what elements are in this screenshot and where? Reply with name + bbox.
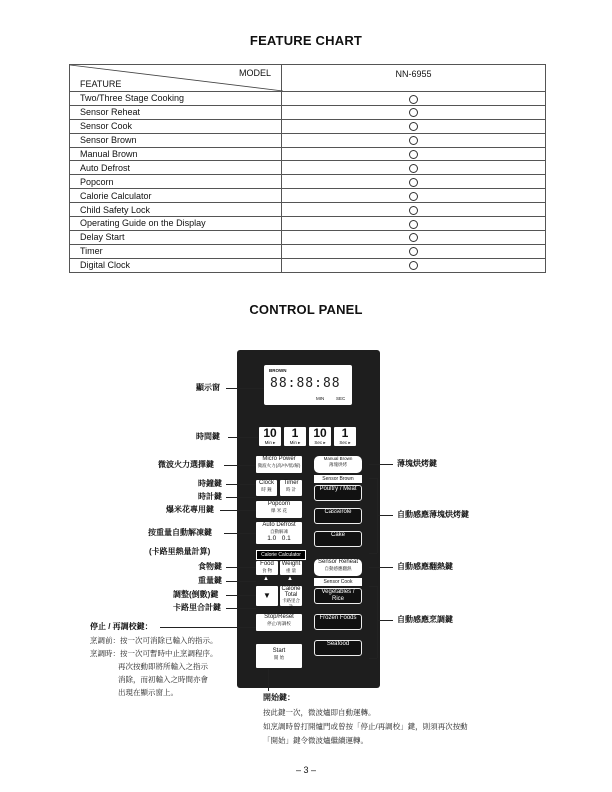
header-model-label: MODEL: [238, 68, 271, 78]
feature-name: Sensor Reheat: [70, 105, 282, 119]
calorie-callout: (卡路里熱量計算): [149, 547, 211, 556]
poultry-meat-label: Poultry / Meat: [319, 486, 357, 492]
auto-defrost-callout: 按重量自動解凍鍵: [148, 528, 212, 537]
defrost-value-1: 1.0: [267, 535, 277, 542]
table-row: [70, 105, 546, 119]
seafood-button[interactable]: [314, 640, 362, 656]
feature-name: Operating Guide on the Display: [70, 217, 282, 231]
time-value: 10: [313, 426, 327, 440]
start-note-3: 「開始」鍵令微波爐繼續運轉。: [263, 736, 368, 745]
time-unit: Min ▸: [289, 440, 301, 445]
food-callout: 食物鍵: [198, 562, 222, 571]
table-row: [70, 217, 546, 231]
calorie-calculator-header: Calorie Calculator: [256, 550, 306, 560]
feature-mark-cell: [282, 258, 546, 272]
display-sec: SEC: [336, 396, 346, 401]
feature-name: Auto Defrost: [70, 161, 282, 175]
manual-brown-sub: 薄塊烘烤: [329, 462, 347, 467]
sensor-cook-callout: 自動感應烹調鍵: [397, 615, 453, 624]
table-row: [70, 230, 546, 244]
micro-power-callout: 微波火力選擇鍵: [158, 460, 214, 469]
display-digits: 88:88:88: [270, 376, 341, 391]
auto-defrost-sub: 自動解凍: [270, 529, 288, 534]
circle-mark-icon: [409, 150, 418, 159]
feature-name: Delay Start: [70, 230, 282, 244]
poultry-meat-button[interactable]: [314, 485, 362, 501]
sensor-reheat-button[interactable]: [314, 559, 362, 576]
table-row: [70, 133, 546, 147]
feature-mark-cell: [282, 244, 546, 258]
control-panel-title: CONTROL PANEL: [249, 302, 363, 317]
feature-mark-cell: [282, 217, 546, 231]
manual-brown-button[interactable]: [314, 456, 362, 473]
auto-defrost-button[interactable]: [256, 522, 302, 544]
feature-name: Sensor Cook: [70, 119, 282, 133]
page-number: – 3 –: [295, 765, 317, 775]
calorie-total-button[interactable]: [280, 586, 302, 609]
circle-mark-icon: [409, 261, 418, 270]
weight-sub: 重 量: [285, 568, 297, 573]
clock-callout: 時鐘鍵: [198, 479, 222, 488]
vegetables-rice-button[interactable]: [314, 588, 362, 604]
micro-power-label: Micro Power: [262, 456, 296, 462]
start-note-1: 按此鍵一次，微波爐即自動運轉。: [263, 708, 376, 717]
time-unit: Sec ▸: [339, 440, 351, 445]
display-callout: 顯示窗: [196, 383, 220, 392]
time-unit: Min ▸: [264, 440, 276, 445]
time-button-10min[interactable]: [259, 427, 281, 446]
manual-brown-label: Manual Brown: [323, 456, 353, 461]
feature-name: Two/Three Stage Cooking: [70, 92, 282, 106]
circle-mark-icon: [409, 206, 418, 215]
circle-mark-icon: [409, 122, 418, 131]
weight-up-arrow-icon[interactable]: ▲: [287, 576, 293, 582]
circle-mark-icon: [409, 136, 418, 145]
start-callout: 開始鍵：: [263, 693, 295, 702]
time-button-1min[interactable]: [284, 427, 306, 446]
time-button-10sec[interactable]: [309, 427, 331, 446]
clock-button[interactable]: [256, 480, 277, 496]
stop-reset-callout: 停止 / 再調校鍵：: [90, 622, 153, 631]
seafood-label: Seafood: [326, 641, 350, 647]
stop-reset-label: Stop/Reset: [264, 614, 294, 620]
feature-mark-cell: [282, 203, 546, 217]
sensor-reheat-sub: 自動感應翻熱: [324, 566, 352, 571]
header-diagonal-cell: [70, 65, 282, 92]
timer-callout: 時計鍵: [198, 492, 222, 501]
frozen-foods-label: Frozen Foods: [319, 615, 357, 621]
weight-label: Weight: [281, 561, 301, 567]
display-brown-indicator: BROWN: [269, 368, 287, 373]
table-row: [70, 258, 546, 272]
stop-reset-button[interactable]: [256, 614, 302, 631]
feature-name: Digital Clock: [70, 258, 282, 272]
calorie-total-sub: 卡路里合計: [282, 598, 300, 609]
stop-note-2: 烹調時：按一次可暫時中止烹調程序。: [90, 649, 218, 658]
adjust-down-button[interactable]: [256, 586, 278, 606]
casserole-label: Casserole: [324, 509, 352, 515]
circle-mark-icon: [409, 108, 418, 117]
circle-mark-icon: [409, 178, 418, 187]
adjust-callout: 調整(倒數)鍵: [173, 590, 219, 599]
start-sub: 開 始: [273, 655, 285, 660]
feature-mark-cell: [282, 119, 546, 133]
timer-label: Timer: [283, 480, 299, 486]
feature-name: Calorie Calculator: [70, 189, 282, 203]
popcorn-button[interactable]: [256, 501, 302, 518]
feature-mark-cell: [282, 133, 546, 147]
food-label: Food: [260, 561, 274, 567]
feature-mark-cell: [282, 161, 546, 175]
time-callout: 時間鍵: [196, 432, 220, 441]
stop-note-5: 出現在顯示窗上。: [118, 688, 178, 697]
circle-mark-icon: [409, 164, 418, 173]
circle-mark-icon: [409, 247, 418, 256]
down-arrow-icon: ▼: [263, 591, 271, 600]
table-row: [70, 147, 546, 161]
clock-sub: 時 鐘: [261, 487, 272, 492]
start-label: Start: [272, 648, 286, 654]
sensor-cook-header: Sensor Cook: [314, 578, 362, 586]
feature-table: [69, 64, 546, 273]
micro-power-sub: 微波火力(高/中/低/解): [257, 463, 301, 468]
food-up-arrow-icon[interactable]: ▲: [263, 576, 269, 582]
feature-mark-cell: [282, 230, 546, 244]
table-row: [70, 175, 546, 189]
table-row: [70, 119, 546, 133]
popcorn-label: Popcorn: [267, 501, 291, 507]
table-row: [70, 161, 546, 175]
calorie-total-callout: 卡路里合計鍵: [173, 603, 221, 612]
control-panel: [237, 350, 380, 688]
feature-mark-cell: [282, 92, 546, 106]
circle-mark-icon: [409, 95, 418, 104]
calorie-total-label: Calorie Total: [281, 586, 301, 598]
header-feature-label: FEATURE: [80, 79, 122, 89]
circle-mark-icon: [409, 220, 418, 229]
food-sub: 食 物: [261, 568, 273, 573]
auto-defrost-label: Auto Defrost: [262, 522, 296, 528]
feature-name: Timer: [70, 244, 282, 258]
feature-name: Sensor Brown: [70, 133, 282, 147]
table-header-row: [70, 65, 546, 92]
popcorn-callout: 爆米花專用鍵: [166, 505, 214, 514]
model-name: NN-6955: [282, 65, 546, 92]
time-value: 10: [263, 426, 277, 440]
casserole-button[interactable]: [314, 508, 362, 524]
display-window: [264, 365, 352, 405]
weight-callout: 重量鍵: [198, 576, 222, 585]
time-value: 1: [291, 426, 299, 440]
time-value: 1: [341, 426, 349, 440]
start-note-2: 如烹調時曾打開爐門或曾按「停止/再調校」鍵，則須再次按動: [263, 722, 468, 731]
table-row: [70, 189, 546, 203]
sensor-brown-callout: 自動感應薄塊烘烤鍵: [397, 510, 469, 519]
table-row: [70, 203, 546, 217]
sensor-brown-header: Sensor Brown: [314, 475, 362, 483]
stop-reset-sub: 停止/再調校: [267, 621, 291, 626]
food-button[interactable]: [256, 561, 278, 575]
frozen-foods-button[interactable]: [314, 614, 362, 630]
manual-brown-callout: 薄塊烘烤鍵: [397, 459, 437, 468]
stop-note-4: 消除，而初輸入之時間亦會: [118, 675, 208, 684]
popcorn-sub: 爆 米 花: [270, 508, 287, 513]
sensor-reheat-label: Sensor Reheat: [317, 559, 359, 565]
timer-button[interactable]: [280, 480, 302, 496]
defrost-value-2: 0.1: [281, 535, 291, 542]
feature-mark-cell: [282, 189, 546, 203]
feature-name: Popcorn: [70, 175, 282, 189]
display-min: MIN: [316, 396, 325, 401]
stop-note-3: 再次按動即將所輸入之指示: [118, 662, 208, 671]
feature-mark-cell: [282, 175, 546, 189]
stop-note-1: 烹調前：按一次可消除已輸入的指示。: [90, 636, 218, 645]
timer-sub: 時 計: [285, 487, 297, 492]
time-unit: Sec ▸: [314, 440, 326, 445]
start-button[interactable]: [256, 644, 302, 668]
table-row: [70, 92, 546, 106]
feature-chart-title: FEATURE CHART: [249, 33, 363, 48]
table-row: [70, 244, 546, 258]
feature-mark-cell: [282, 147, 546, 161]
micro-power-button[interactable]: [256, 456, 302, 473]
weight-button[interactable]: [280, 561, 302, 575]
cake-label: Cake: [330, 532, 345, 538]
vegetables-rice-label: Vegetables / Rice: [321, 589, 355, 602]
sensor-reheat-callout: 自動感應翻熱鍵: [397, 562, 453, 571]
feature-mark-cell: [282, 105, 546, 119]
feature-name: Child Safety Lock: [70, 203, 282, 217]
circle-mark-icon: [409, 192, 418, 201]
clock-label: Clock: [258, 480, 274, 486]
time-button-1sec[interactable]: [334, 427, 356, 446]
circle-mark-icon: [409, 233, 418, 242]
cake-button[interactable]: [314, 531, 362, 547]
feature-name: Manual Brown: [70, 147, 282, 161]
